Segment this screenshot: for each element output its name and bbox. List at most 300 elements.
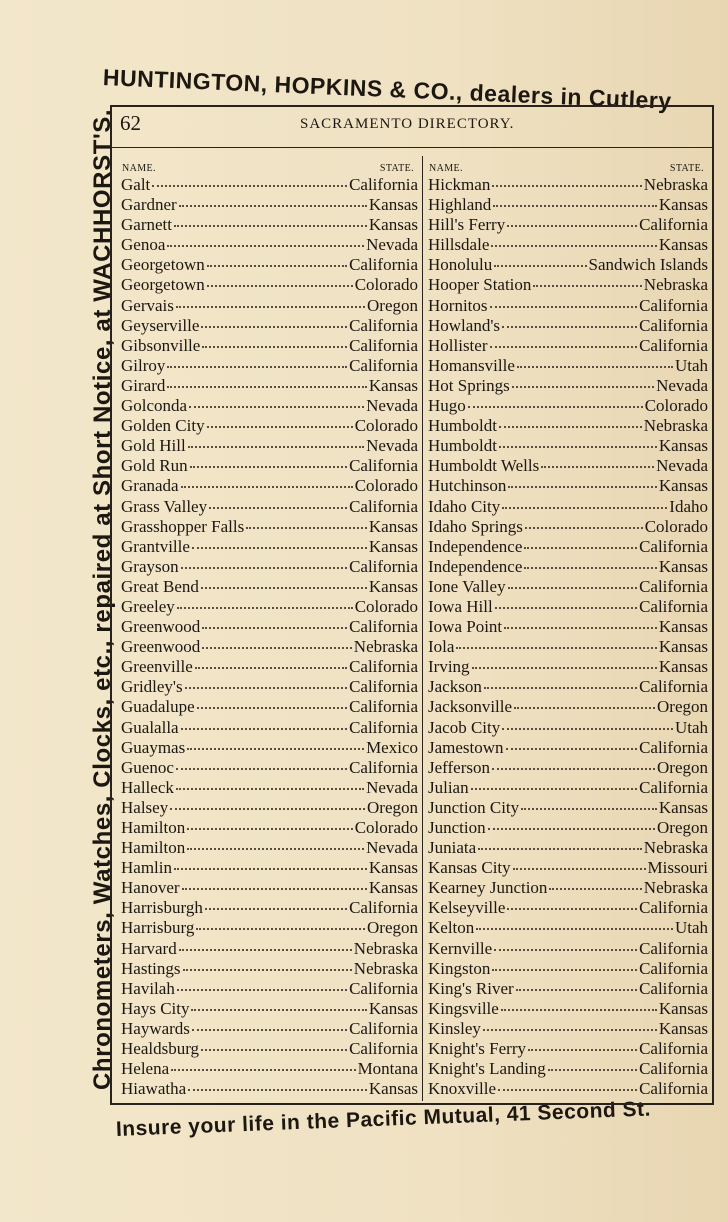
state-name: California [639,938,708,958]
dot-leader [517,366,673,368]
town-name: Ione Valley [428,576,506,596]
directory-entry [428,416,708,436]
directory-entry [121,497,418,517]
town-name: Irving [428,657,470,677]
state-name: Oregon [367,295,418,315]
state-name: California [349,556,418,576]
dot-leader [491,245,657,247]
dot-leader [185,687,347,689]
town-name: Gridley's [121,677,183,697]
dot-leader [201,326,347,328]
town-name: Hugo [428,396,466,416]
town-name: Gilroy [121,355,166,375]
town-name: Julian [428,777,469,797]
dot-leader [188,446,364,448]
dot-leader [471,788,637,790]
state-name: Utah [674,717,708,737]
dot-leader [493,205,657,207]
directory-entry [428,718,708,738]
directory-entry [121,316,418,336]
town-name: Highland [428,195,492,215]
dot-leader [177,989,347,991]
dot-leader [456,647,656,649]
directory-entry [428,1079,708,1099]
town-name: Haywards [121,1018,190,1038]
bottom-advertisement: Insure your life in the Pacific Mutual, 41 Second St. [115,1097,652,1141]
state-name: Idaho [669,496,708,516]
town-name: Howland's [428,315,501,335]
directory-entry [428,517,708,537]
town-name: Halleck [121,777,174,797]
state-name: California [349,717,418,737]
directory-entry [428,215,708,235]
town-name: Harrisburg [121,918,195,938]
dot-leader [488,828,655,830]
dot-leader [494,949,637,951]
town-name: Kernville [428,938,493,958]
dot-leader [504,627,657,629]
directory-entry [121,376,418,396]
state-name: Colorado [354,275,418,295]
directory-entry [121,878,418,898]
directory-entry [121,356,418,376]
state-name: Nevada [366,235,418,255]
state-name: Oregon [657,757,708,777]
town-name: Helena [121,1059,170,1079]
state-name: California [349,175,418,194]
directory-entry [121,758,418,778]
dot-leader [512,386,654,388]
state-name: California [349,677,418,697]
directory-entry [428,939,708,959]
town-name: Humboldt Wells [428,456,540,476]
dot-leader [549,888,641,890]
directory-entry [428,617,708,637]
state-name: California [639,958,708,978]
directory-entry [121,718,418,738]
dot-leader [548,1069,637,1071]
town-name: Great Bend [121,576,199,596]
state-name: Kansas [658,797,708,817]
dot-leader [499,426,642,428]
column-header [428,163,708,175]
state-name: California [639,677,708,697]
directory-entry [428,858,708,878]
directory-entry [428,838,708,858]
directory-entry [121,858,418,878]
town-name: Hickman [428,175,491,194]
dot-leader [499,446,657,448]
directory-entry [121,918,418,938]
state-name: Colorado [354,416,418,436]
dot-leader [170,808,365,810]
town-name: Idaho City [428,496,501,516]
state-name: California [639,737,708,757]
state-name: California [639,215,708,235]
state-name: Colorado [354,476,418,496]
dot-leader [508,486,657,488]
directory-entry [428,657,708,677]
town-name: Humboldt [428,436,497,456]
dot-leader [196,928,365,930]
directory-entry [428,396,708,416]
state-name: Utah [674,355,708,375]
town-name: Golconda [121,396,188,416]
directory-entry [121,798,418,818]
directory-entry [428,597,708,617]
dot-leader [201,587,367,589]
state-name: California [639,315,708,335]
dot-leader [152,185,347,187]
dot-leader [181,728,347,730]
town-name: Greeley [121,596,175,616]
town-name: Kelseyville [428,898,506,918]
directory-entry [121,637,418,657]
dot-leader [478,848,642,850]
directory-entry [428,1019,708,1039]
directory-entry [428,697,708,717]
dot-leader [494,265,586,267]
state-name: Kansas [368,858,418,878]
state-name: Nebraska [643,175,708,194]
town-name: Hooper Station [428,275,532,295]
town-name: Georgetown [121,275,205,295]
state-name: Kansas [658,657,708,677]
page-number: 62 [120,111,141,135]
state-name: Kansas [658,235,708,255]
directory-entry [428,497,708,517]
town-name: Gervais [121,295,174,315]
directory-entry [121,697,418,717]
state-name: Kansas [658,476,708,496]
directory-entry [428,758,708,778]
state-name: Nebraska [643,275,708,295]
dot-leader [205,908,347,910]
directory-entry [428,979,708,999]
dot-leader [201,1049,347,1051]
directory-entry [121,1019,418,1039]
state-name: Sandwich Islands [588,255,708,275]
town-name: Kearney Junction [428,878,548,898]
state-name: Kansas [368,576,418,596]
state-name: California [349,315,418,335]
state-name: California [349,496,418,516]
directory-entry [121,778,418,798]
town-name: Hollister [428,335,488,355]
state-name: Kansas [368,215,418,235]
state-name: California [349,757,418,777]
state-name: Nebraska [353,938,418,958]
directory-entry [121,476,418,496]
town-name: Golden City [121,416,205,436]
dot-leader [521,808,657,810]
dot-leader [516,989,637,991]
dot-leader [181,567,347,569]
town-name: Healdsburg [121,1039,200,1059]
dot-leader [506,748,638,750]
state-name: California [349,898,418,918]
directory-entry [428,456,708,476]
town-name: Hot Springs [428,375,510,395]
town-name: Humboldt [428,416,497,436]
state-name: California [639,978,708,998]
town-name: Kinsley [428,1018,481,1038]
dot-leader [209,507,347,509]
dot-leader [492,185,641,187]
dot-leader [207,285,353,287]
town-name: King's River [428,978,514,998]
state-name: California [349,355,418,375]
name-column-header: NAME. [429,163,463,174]
state-name: Oregon [657,697,708,717]
dot-leader [525,527,643,529]
directory-entry [121,195,418,215]
directory-entry [121,296,418,316]
dot-leader [176,768,347,770]
state-name: Kansas [658,556,708,576]
town-name: Grantville [121,536,190,556]
state-name: California [639,596,708,616]
state-name: Nevada [366,777,418,797]
town-name: Galt [121,175,151,194]
dot-leader [501,1009,657,1011]
directory-entry [121,959,418,979]
dot-leader [490,346,638,348]
state-name: Nebraska [353,637,418,657]
town-name: Geyserville [121,315,200,335]
directory-entry [428,195,708,215]
town-name: Kingsville [428,998,499,1018]
dot-leader [189,406,364,408]
dot-leader [181,486,353,488]
directory-entry [121,456,418,476]
state-name: California [639,295,708,315]
dot-leader [176,788,364,790]
town-name: Hastings [121,958,181,978]
state-name: Kansas [658,195,708,215]
page-title: SACRAMENTO DIRECTORY. [300,116,515,132]
dot-leader [490,306,638,308]
state-name: California [639,576,708,596]
state-name: California [639,777,708,797]
town-name: Hanover [121,878,180,898]
town-name: Harvard [121,938,177,958]
directory-entry [121,597,418,617]
directory-entry [428,356,708,376]
directory-entry [428,918,708,938]
town-name: Harrisburgh [121,898,203,918]
dot-leader [472,667,657,669]
town-name: Hays City [121,998,190,1018]
dot-leader [191,1009,366,1011]
dot-leader [508,587,637,589]
state-name: Colorado [644,396,708,416]
directory-entry [121,215,418,235]
state-name: Colorado [354,596,418,616]
dot-leader [484,687,637,689]
state-name: California [349,456,418,476]
directory-entry [428,296,708,316]
dot-leader [179,205,367,207]
state-name: Nebraska [643,838,708,858]
state-name: California [639,1059,708,1079]
dot-leader [524,547,637,549]
town-name: Gardner [121,195,177,215]
state-name: California [349,335,418,355]
state-column-header: STATE. [379,163,414,174]
state-name: Nevada [656,375,708,395]
dot-leader [192,547,367,549]
town-name: Iowa Hill [428,596,493,616]
state-name: Nebraska [353,958,418,978]
town-name: Gualalla [121,717,179,737]
town-name: Jamestown [428,737,504,757]
right-column [428,163,708,1099]
town-name: Independence [428,556,523,576]
town-name: Hill's Ferry [428,215,506,235]
directory-entry [428,537,708,557]
name-column-header: NAME. [122,163,156,174]
town-name: Greenwood [121,617,201,637]
town-name: Grasshopper Falls [121,516,245,536]
state-name: Kansas [368,375,418,395]
directory-entry [121,255,418,275]
directory-entry [428,476,708,496]
directory-entry [428,436,708,456]
town-name: Idaho Springs [428,516,523,536]
state-name: Mexico [366,737,418,757]
town-name: Greenwood [121,637,201,657]
directory-entry [428,778,708,798]
state-name: Colorado [644,516,708,536]
dot-leader [533,285,641,287]
dot-leader [502,507,667,509]
directory-entry [121,537,418,557]
directory-entry [428,999,708,1019]
dot-leader [190,466,347,468]
dot-leader [492,768,655,770]
state-name: Oregon [657,818,708,837]
directory-entry [121,939,418,959]
dot-leader [495,607,637,609]
town-name: Gold Run [121,456,188,476]
state-name: Montana [357,1059,418,1079]
state-name: California [639,1079,708,1099]
state-name: California [349,617,418,637]
directory-entry [428,235,708,255]
state-name: Nevada [656,456,708,476]
town-name: Honolulu [428,255,493,275]
state-name: Kansas [658,998,708,1018]
town-name: Garnett [121,215,172,235]
directory-entry [121,617,418,637]
directory-entry [121,557,418,577]
town-name: Jacob City [428,717,501,737]
dot-leader [177,607,353,609]
directory-entry [428,316,708,336]
state-name: Nebraska [643,878,708,898]
town-name: Kingston [428,958,491,978]
town-name: Junction City [428,797,520,817]
state-name: California [639,1039,708,1059]
dot-leader [176,306,365,308]
directory-entry [428,637,708,657]
dot-leader [502,728,673,730]
column-header [121,163,418,175]
town-name: Jacksonville [428,697,513,717]
dot-leader [167,366,347,368]
state-name: Kansas [368,195,418,215]
state-name: Nevada [366,838,418,858]
dot-leader [192,1029,347,1031]
state-name: Oregon [367,918,418,938]
town-name: Granada [121,476,179,496]
dot-leader [197,707,347,709]
directory-entry [121,1039,418,1059]
directory-entry [121,517,418,537]
directory-entry [428,376,708,396]
dot-leader [187,848,364,850]
state-column-header: STATE. [669,163,704,174]
state-name: Utah [674,918,708,938]
dot-leader [524,567,657,569]
directory-entry [428,738,708,758]
side-advertisement: Chronometers, Watches, Clocks, etc., repaired at Short Notice, at WACHHORST'S. [89,108,116,1090]
town-name: Grass Valley [121,496,208,516]
town-name: Iowa Point [428,617,503,637]
state-name: California [349,978,418,998]
dot-leader [171,1069,355,1071]
directory-entry [121,336,418,356]
directory-entry [428,336,708,356]
town-name: Hutchinson [428,476,507,496]
directory-entry [121,898,418,918]
directory-entry [121,657,418,677]
state-name: Colorado [354,818,418,837]
town-name: Guadalupe [121,697,195,717]
state-name: California [639,898,708,918]
state-name: Kansas [658,617,708,637]
directory-entry [121,738,418,758]
directory-entry [428,798,708,818]
state-name: California [639,536,708,556]
dot-leader [513,868,646,870]
state-name: Kansas [368,998,418,1018]
dot-leader [541,466,654,468]
state-name: Kansas [368,1079,418,1099]
town-name: Knight's Landing [428,1059,546,1079]
state-name: Kansas [658,1018,708,1038]
dot-leader [507,225,637,227]
directory-entry [121,175,418,195]
town-name: Hamlin [121,858,172,878]
town-name: Grayson [121,556,179,576]
directory-entry [428,577,708,597]
dot-leader [202,346,347,348]
dot-leader [187,828,353,830]
town-name: Gold Hill [121,436,186,456]
dot-leader [492,969,637,971]
directory-entry [121,396,418,416]
directory-entry [121,677,418,697]
town-name: Independence [428,536,523,556]
left-column [121,163,418,1099]
dot-leader [498,1089,637,1091]
directory-entry [121,979,418,999]
state-name: Oregon [367,797,418,817]
dot-leader [207,426,353,428]
directory-entry [428,557,708,577]
